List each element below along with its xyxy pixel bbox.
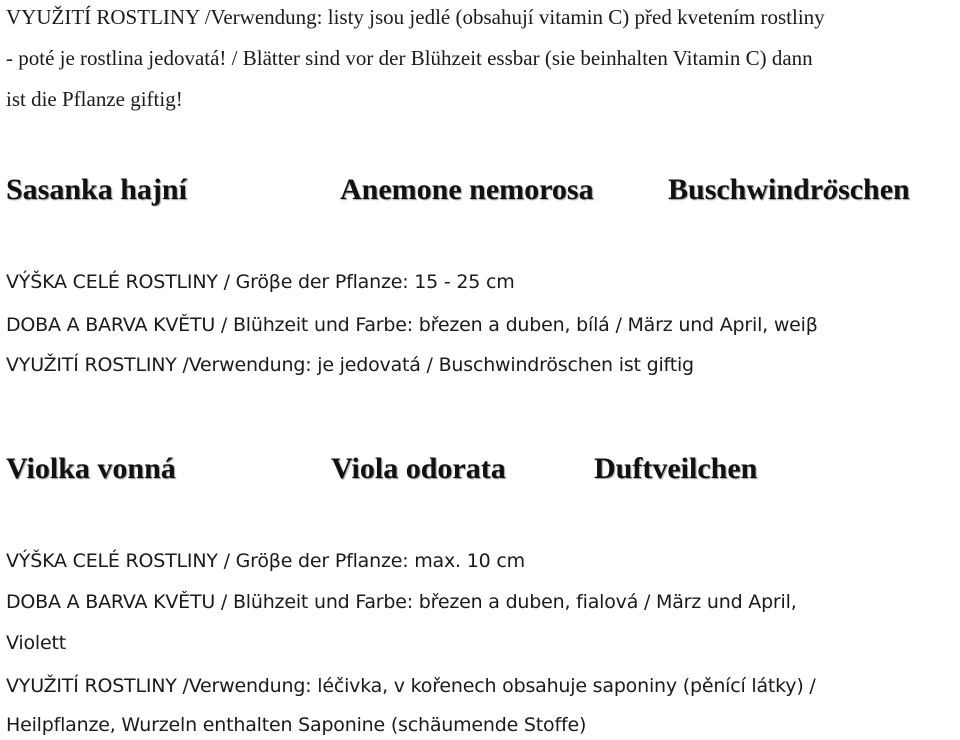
plant1-height: VÝŠKA CELÉ ROSTLINY / Gröβe der Pflanze: 15 - 25 cm — [6, 271, 515, 293]
intro-line-3: ist die Pflanze giftig! — [6, 87, 183, 111]
plant2-usage-line-1: VYUŽITÍ ROSTLINY /Verwendung: léčivka, v kořenech obsahuje saponiny (pěnící látky) / — [6, 675, 816, 697]
plant1-name-german: Buschwindröschen — [668, 173, 910, 206]
plant2-usage-line-2: Heilpflanze, Wurzeln enthalten Saponine (schäumende Stoffe) — [6, 714, 587, 736]
plant2-bloom-line-2: Violett — [6, 632, 66, 654]
intro-line-1: VYUŽITÍ ROSTLINY /Verwendung: listy jsou jedlé (obsahují vitamin C) před kvetením rostliny — [6, 5, 825, 29]
plant2-name-czech: Violka vonná — [6, 452, 176, 485]
plant1-name-czech: Sasanka hajní — [6, 173, 187, 206]
intro-line-2: - poté je rostlina jedovatá! / Blätter sind vor der Blühzeit essbar (sie beinhalten Vitamin C) dann — [6, 46, 813, 70]
plant2-name-latin: Viola odorata — [331, 452, 506, 485]
plant1-bloom: DOBA A BARVA KVĚTU / Blühzeit und Farbe: březen a duben, bílá / März und April, weiβ — [6, 314, 818, 336]
plant1-usage: VYUŽITÍ ROSTLINY /Verwendung: je jedovatá / Buschwindröschen ist giftig — [6, 354, 694, 376]
plant2-bloom-line-1: DOBA A BARVA KVĚTU / Blühzeit und Farbe: březen a duben, fialová / März und April, — [6, 591, 797, 613]
plant2-height: VÝŠKA CELÉ ROSTLINY / Gröβe der Pflanze: max. 10 cm — [6, 550, 525, 572]
plant2-name-german: Duftveilchen — [594, 452, 758, 485]
plant1-name-latin: Anemone nemorosa — [340, 173, 594, 206]
